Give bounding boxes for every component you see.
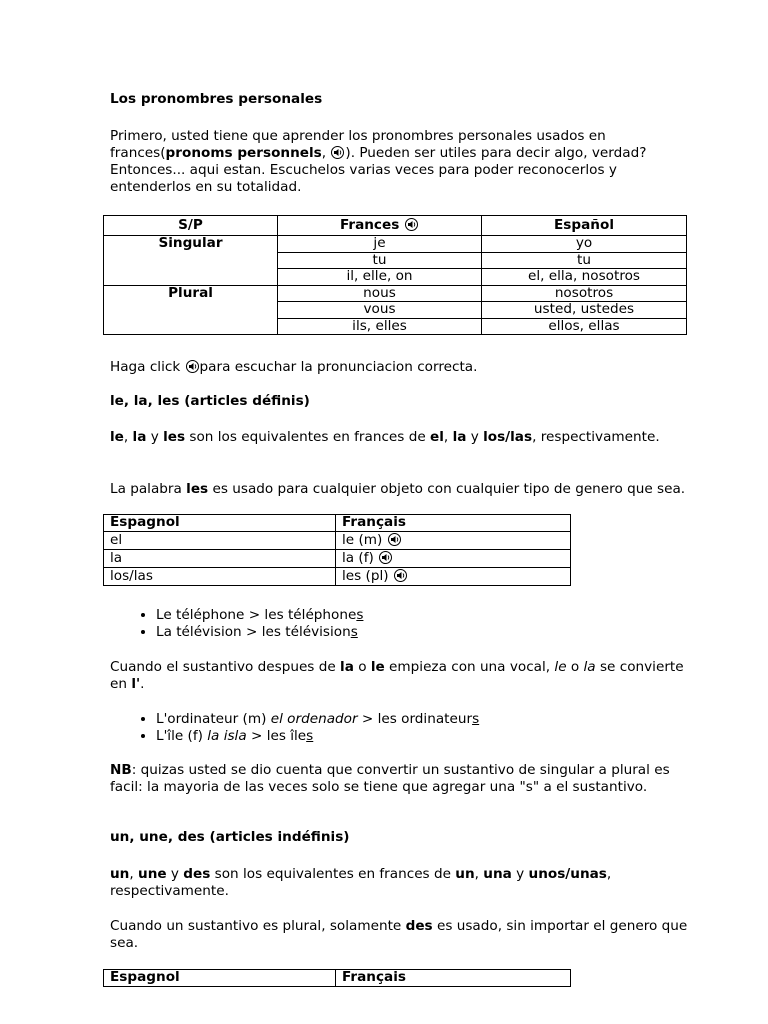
- pronouns-table: [103, 215, 687, 335]
- header-francais: Français: [336, 515, 571, 532]
- table-cell: ils, elles: [278, 318, 482, 335]
- header-frances: Frances: [278, 216, 482, 236]
- speaker-icon[interactable]: [394, 569, 407, 582]
- table-cell: nous: [278, 285, 482, 302]
- table-cell: vous: [278, 302, 482, 319]
- group-label: Plural: [104, 285, 278, 335]
- vowel-note: Cuando el sustantivo despues de la o le empieza con una vocal, le o la se convierte en l'.: [110, 659, 684, 692]
- table-cell: tu: [482, 252, 687, 269]
- les-note: La palabra les es usado para cualquier objeto con cualquier tipo de genero que sea.: [110, 481, 686, 497]
- intro-paragraph: Primero, usted tiene que aprender los pronombres personales usados en frances(pronoms personnels, ). Pueden ser utiles para decir algo, verdad? Entonces... aqui estan. Escuchelos varias veces para poder reconocerlos y entenderlos en su totalidad.: [110, 128, 647, 195]
- header-francais: Français: [336, 970, 571, 987]
- speaker-icon[interactable]: [186, 360, 199, 373]
- table-cell: los/las: [104, 568, 336, 586]
- page-title: Los pronombres personales: [110, 91, 323, 107]
- list-item: • La télévision > les télévisions: [156, 624, 696, 641]
- table-cell: yo: [482, 236, 687, 253]
- definite-articles-table: [103, 514, 571, 586]
- header-sp: S/P: [104, 216, 278, 236]
- table-cell: les (pl): [336, 568, 571, 586]
- table-cell: la: [104, 550, 336, 568]
- table-cell: tu: [278, 252, 482, 269]
- list-item: • Le téléphone > les téléphones: [156, 607, 696, 624]
- vowel-examples-list: [110, 711, 696, 745]
- list-item: • L'île (f) la isla > les îles: [156, 728, 696, 745]
- nb-note: NB: quizas usted se dio cuenta que convertir un sustantivo de singular a plural es facil: la mayoria de las veces solo se tiene que agregar una "s" a el sustantivo.: [110, 762, 670, 795]
- speaker-icon[interactable]: [331, 146, 344, 159]
- definite-equiv-paragraph: le, la y les son los equivalentes en frances de el, la y los/las, respectivamente.: [110, 429, 660, 445]
- table-cell: je: [278, 236, 482, 253]
- table-cell: el: [104, 532, 336, 550]
- table-cell: el, ella, nosotros: [482, 269, 687, 286]
- plural-des-note: Cuando un sustantivo es plural, solamente des es usado, sin importar el genero que sea.: [110, 918, 688, 951]
- speaker-icon[interactable]: [388, 533, 401, 546]
- click-note: Haga click para escuchar la pronunciacion correcta.: [110, 359, 478, 375]
- table-cell: nosotros: [482, 285, 687, 302]
- indefinite-articles-table: [103, 969, 571, 987]
- header-espanol: Español: [482, 216, 687, 236]
- list-item: • L'ordinateur (m) el ordenador > les ordinateurs: [156, 711, 696, 728]
- header-espagnol: Espagnol: [104, 515, 336, 532]
- indefinite-equiv-paragraph: un, une y des son los equivalentes en frances de un, una y unos/unas, respectivamente.: [110, 866, 612, 899]
- table-cell: le (m): [336, 532, 571, 550]
- table-cell: il, elle, on: [278, 269, 482, 286]
- group-label: Singular: [104, 236, 278, 286]
- speaker-icon[interactable]: [405, 218, 418, 231]
- table-cell: la (f): [336, 550, 571, 568]
- table-cell: ellos, ellas: [482, 318, 687, 335]
- plural-examples-list: [110, 607, 696, 641]
- speaker-icon[interactable]: [379, 551, 392, 564]
- header-espagnol: Espagnol: [104, 970, 336, 987]
- table-cell: usted, ustedes: [482, 302, 687, 319]
- section-heading-definite: le, la, les (articles définis): [110, 393, 310, 409]
- section-heading-indefinite: un, une, des (articles indéfinis): [110, 829, 350, 845]
